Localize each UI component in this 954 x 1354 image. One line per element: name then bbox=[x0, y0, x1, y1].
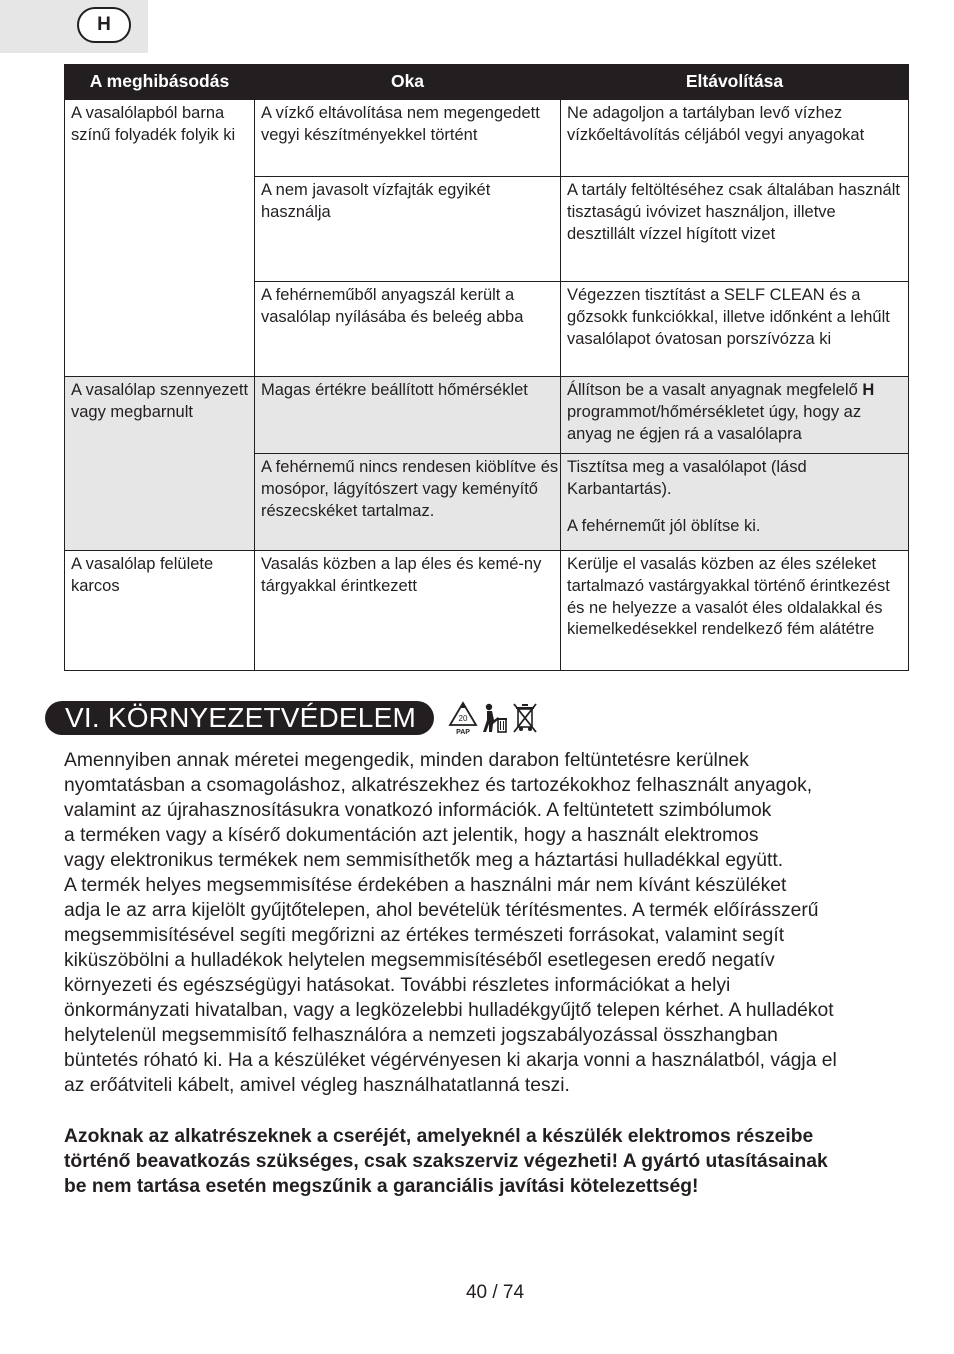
program-letter: H bbox=[862, 381, 875, 399]
environment-paragraph bbox=[64, 748, 894, 1098]
table-header-row bbox=[65, 65, 909, 100]
cause-cell: A fehérneműből anyagszál került a vasalólap nyílásába és beleég abba bbox=[255, 282, 561, 377]
table-row bbox=[65, 551, 909, 671]
header-cause: Oka bbox=[255, 65, 561, 100]
cause-cell: Magas értékre beállított hőmérséklet bbox=[255, 377, 561, 454]
warning-line: történő beavatkozás szükséges, csak szakszerviz végezheti! A gyártó utasításainak bbox=[64, 1151, 828, 1172]
remedy-text: A fehérneműt jól öblítse ki. bbox=[567, 516, 761, 535]
warning-line: Azoknak az alkatrészeknek a cseréjét, amelyeknél a készülék elektromos részeibe bbox=[64, 1126, 814, 1147]
paragraph-line: helytelenül megsemmisítő felhasználóra a nemzeti jogszabályozással összhangban bbox=[64, 1025, 778, 1046]
section-title: VI. KÖRNYEZETVÉDELEM bbox=[45, 701, 434, 735]
section-header bbox=[45, 701, 538, 735]
service-warning bbox=[64, 1124, 894, 1199]
language-badge: H bbox=[77, 7, 131, 43]
paragraph-line: önkormányzati hivatalban, vagy a legközelebbi hulladékgyűjtő telepen kérhet. A hulladékot bbox=[64, 1000, 834, 1021]
header-remedy: Eltávolítása bbox=[561, 65, 909, 100]
header-fault: A meghibásodás bbox=[65, 65, 255, 100]
fault-cell: A vasalólapból barna színű folyadék folyik ki bbox=[65, 100, 255, 377]
remedy-text: Végezzen tisztítást a SELF CLEAN és a gőzsokk funkciókkal, illetve időnként a lehűlt vasalólapot óvatosan porszívózza ki bbox=[567, 286, 890, 348]
fault-cell: A vasalólap szennyezett vagy megbarnult bbox=[65, 377, 255, 551]
language-tab bbox=[0, 0, 148, 53]
environment-icons bbox=[448, 701, 538, 735]
cause-cell: A vízkő eltávolítása nem megengedett vegyi készítményekkel történt bbox=[255, 100, 561, 177]
remedy-cell bbox=[561, 177, 909, 282]
remedy-text: Állítson be a vasalt anyagnak megfelelő bbox=[567, 381, 863, 399]
remedy-cell bbox=[561, 100, 909, 177]
recycling-number: 20 bbox=[458, 714, 468, 723]
cause-cell: A fehérnemű nincs rendesen kiöblítve és mosópor, lágyítószert vagy keményítő részecskéket tartalmaz. bbox=[255, 454, 561, 551]
remedy-text: Kerülje el vasalás közben az éles széleket tartalmazó vastárgyakkal történő érintkezést és ne helyezze a vasalót éles oldalakkal és kiemelkedésekkel rendelkező fém alátétre bbox=[567, 555, 890, 639]
remedy-cell bbox=[561, 454, 909, 551]
remedy-text: Ne adagoljon a tartályban levő vízhez vízkőeltávolítás céljából vegyi anyagokat bbox=[567, 104, 865, 144]
remedy-text: programmot/hőmérsékletet úgy, hogy az anyag ne égjen rá a vasalólapra bbox=[567, 402, 862, 443]
paragraph-line: nyomtatásban a csomagoláshoz, alkatrészekhez és tartozékokhoz felhasznált anyagok, bbox=[64, 775, 813, 796]
fault-cell: A vasalólap felülete karcos bbox=[65, 551, 255, 671]
recycling-code: PAP bbox=[456, 729, 470, 735]
crossed-out-wheelie-bin-icon bbox=[512, 702, 538, 734]
paragraph-line: Amennyiben annak méretei megengedik, minden darabon feltüntetésre kerülnek bbox=[64, 750, 749, 771]
warning-line: be nem tartása esetén megszűnik a garanciális javítási kötelezettség! bbox=[64, 1176, 699, 1197]
paragraph-line: környezeti és egészségügyi hatásokat. További részletes információkat a helyi bbox=[64, 975, 731, 996]
paragraph-line: adja le az arra kijelölt gyűjtőtelepen, ahol bevételük térítésmentes. A termék előírásszerű bbox=[64, 900, 819, 921]
tidyman-bin-icon bbox=[482, 702, 508, 734]
paragraph-line: megsemmisítésével segíti megőrizni az értékes természeti forrásokat, valamint segít bbox=[64, 925, 785, 946]
page-number: 40 / 74 bbox=[465, 1282, 525, 1303]
cause-cell: A nem javasolt vízfajták egyikét használja bbox=[255, 177, 561, 282]
paragraph-line: valamint az újrahasznosításukra vonatkozó információk. A feltüntetett szimbólumok bbox=[64, 800, 772, 821]
table-row bbox=[65, 377, 909, 454]
paragraph-line: A termék helyes megsemmisítése érdekében a használni már nem kívánt készüléket bbox=[64, 875, 787, 896]
paragraph-line: az erőátviteli kábelt, amivel végleg használhatatlanná teszi. bbox=[64, 1075, 570, 1096]
paragraph-line: a terméken vagy a kísérő dokumentáción azt jelentik, hogy a használt elektromos bbox=[64, 825, 759, 846]
paragraph-line: kiküszöbölni a hulladékok helytelen megsemmisítéséből esetlegesen eredő negatív bbox=[64, 950, 775, 971]
remedy-text: A tartály feltöltéséhez csak általában használt tisztaságú ivóvizet használjon, illetve desztillált vízzel hígított vizet bbox=[567, 181, 900, 243]
remedy-text: Tisztítsa meg a vasalólapot (lásd Karbantartás). bbox=[567, 458, 807, 498]
cause-cell: Vasalás közben a lap éles és kemé-ny tárgyakkal érintkezett bbox=[255, 551, 561, 671]
troubleshooting-table bbox=[64, 64, 909, 671]
recycling-pap-20-icon bbox=[448, 701, 478, 735]
remedy-cell bbox=[561, 282, 909, 377]
paragraph-line: büntetés róható ki. Ha a készüléket végérvényesen ki akarja vonni a használatból, vágja el bbox=[64, 1050, 837, 1071]
paragraph-line: vagy elektronikus termékek nem semmisíthetők meg a háztartási hulladékkal együtt. bbox=[64, 850, 784, 871]
remedy-cell bbox=[561, 551, 909, 671]
remedy-cell bbox=[561, 377, 909, 454]
table-row bbox=[65, 100, 909, 177]
